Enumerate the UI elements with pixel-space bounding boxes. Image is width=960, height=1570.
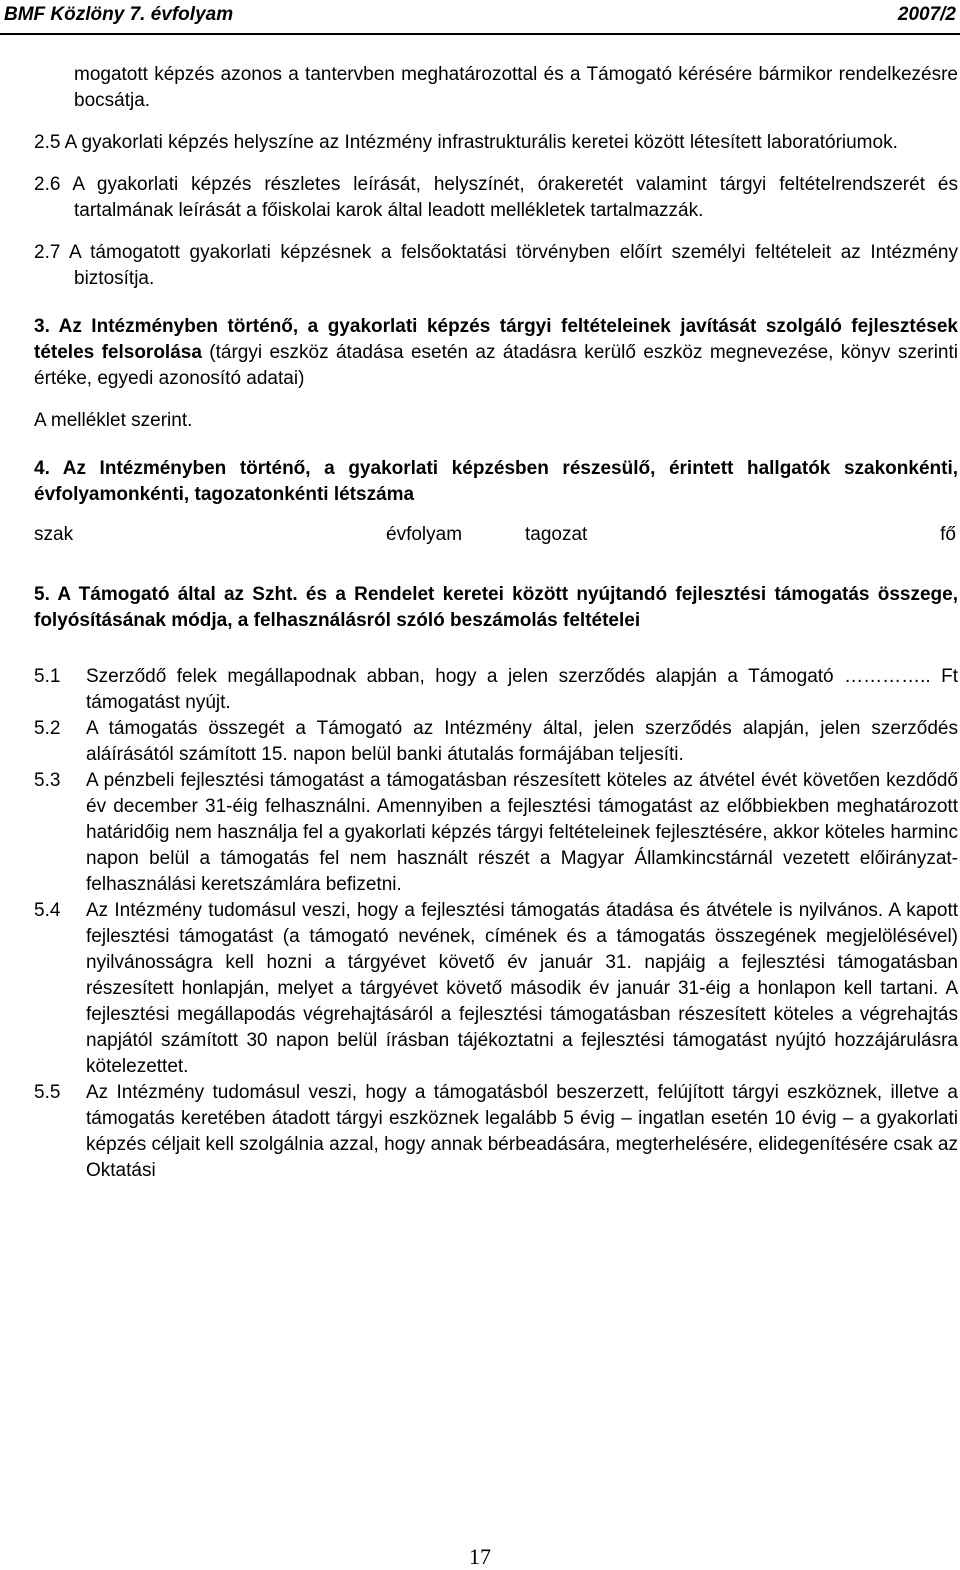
column-tagozat: tagozat (525, 524, 588, 545)
document-body (34, 62, 958, 1184)
item-text: Az Intézmény tudomásul veszi, hogy a fejlesztési támogatás átadása és átvétele is nyilvános. A kapott fejlesztési támogatást (a támogató nevének, címének és a támogatás összegének megjelölésével) nyilvánosságra kell hozni a tárgyévet követő év január 31. napjáig a fejlesztési támogatásban részesített honlapján, melyet a tárgyévet követő második év január 31-éig a honlapon kell tartani. A fejlesztési megállapodás végrehajtásáról a fejlesztési támogatásban részesített köteles a végrehajtás napjától számított 30 napon belül írásban tájékoztatni a fejlesztési támogatást nyújtó hozzájárulásra kötelezettet. (86, 900, 958, 1077)
section-3-note: A melléklet szerint. (34, 410, 193, 431)
page-header (0, 0, 960, 34)
column-fo: fő (940, 524, 956, 545)
paragraph-2-6: 2.6 A gyakorlati képzés részletes leírását, helyszínét, órakeretét valamint tárgyi feltételrendszerét és tartalmának leírását a főiskolai karok által leadott mellékletek tartalmazzák. (34, 174, 958, 221)
item-text: A pénzbeli fejlesztési támogatást a támogatásban részesített köteles az átvétel évét követően kezdődő év december 31-éig felhasználni. Amennyiben a fejlesztési támogatást az előbbiekben meghatározott határidőig nem használja fel a gyakorlati képzés tárgyi feltételeinek fejlesztésére, akkor köteles harminc napon belül a támogatás fel nem használt részét a Magyar Államkincstárnál vezetett előirányzat-felhasználási keretszámlára befizetni. (86, 770, 958, 895)
issue-number: 2007/2 (897, 4, 956, 25)
item-number: 5.4 (34, 900, 61, 921)
item-number: 5.1 (34, 666, 61, 687)
item-text: A támogatás összegét a Támogató az Intézmény által, jelen szerződés alapján, jelen szerződés aláírásától számított 15. napon belül banki átutalás formájában teljesíti. (86, 718, 958, 765)
page-number: 17 (469, 1544, 491, 1569)
list-item (34, 768, 958, 898)
header-divider (0, 33, 960, 35)
column-szak: szak (34, 524, 74, 545)
section-3 (34, 314, 958, 392)
enrollment-table-header (34, 522, 958, 548)
list-item (34, 898, 958, 1080)
item-text: Az Intézmény tudomásul veszi, hogy a támogatásból beszerzett, felújított tárgyi eszköznek, illetve a támogatás keretében átadott tárgyi eszköznek legalább 5 évig – ingatlan esetén 10 évig – a gyakorlati képzés céljait kell szolgálnia azzal, hogy annak bérbeadására, megterhelésére, elidegenítésére csak az Oktatási (86, 1082, 958, 1181)
paragraph-2-7: 2.7 A támogatott gyakorlati képzésnek a felsőoktatási törvényben előírt személyi feltételeit az Intézmény biztosítja. (34, 242, 958, 289)
item-text: Szerződő felek megállapodnak abban, hogy a jelen szerződés alapján a Támogató ………….. Ft támogatást nyújt. (86, 666, 958, 713)
list-item (34, 716, 958, 768)
list-item (34, 1080, 958, 1184)
continued-paragraph: mogatott képzés azonos a tantervben meghatározottal és a Támogató kérésére bármikor rendelkezésre bocsátja. (74, 64, 958, 111)
section-5-heading: 5. A Támogató által az Szht. és a Rendelet keretei között nyújtandó fejlesztési támogatás összege, folyósításának módja, a felhasználásról szóló beszámolás feltételei (34, 584, 958, 631)
column-evfolyam: évfolyam (386, 524, 463, 545)
section-3-detail: (tárgyi eszköz átadása esetén az átadásra kerülő eszköz megnevezése, könyv szerinti értéke, egyedi azonosító adatai) (34, 342, 958, 389)
list-item (34, 664, 958, 716)
item-number: 5.3 (34, 770, 61, 791)
item-number: 5.2 (34, 718, 61, 739)
section-4-heading: 4. Az Intézményben történő, a gyakorlati képzésben részesülő, érintett hallgatók szakonkénti, évfolyamonkénti, tagozatonkénti létszáma (34, 458, 958, 505)
item-number: 5.5 (34, 1082, 61, 1103)
paragraph-2-5: 2.5 A gyakorlati képzés helyszíne az Intézmény infrastrukturális keretei között létesített laboratóriumok. (34, 132, 898, 153)
journal-title: BMF Közlöny 7. évfolyam (4, 4, 234, 25)
section-3-heading: 3. Az Intézményben történő, a gyakorlati képzés tárgyi feltételeinek javítását szolgáló fejlesztések tételes felsorolása (34, 316, 958, 363)
